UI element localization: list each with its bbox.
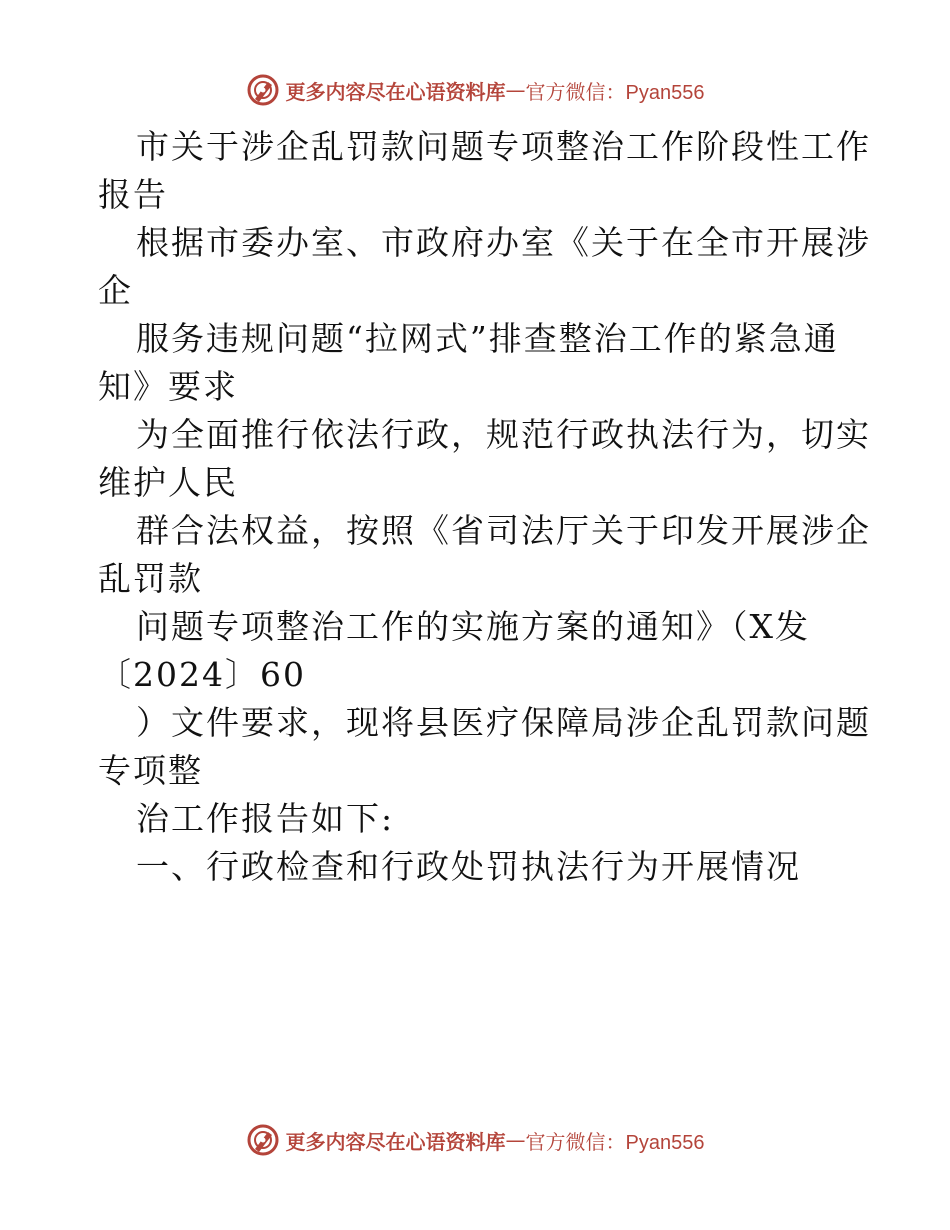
paragraph-line: 为全面推行依法行政，规范行政执法行为，切实 (136, 415, 871, 454)
doc-title-line-2: 报告 (98, 175, 168, 214)
paragraph-line: ）文件要求，现将县医疗保障局涉企乱罚款问题 (136, 703, 871, 742)
paragraph-line: 问题专项整治工作的实施方案的通知》（X发 (136, 607, 810, 646)
seal-logo-icon (246, 1123, 280, 1157)
banner-separator: — (505, 1128, 526, 1152)
section-heading: 一、行政检查和行政处罚执法行为开展情况 (136, 847, 801, 886)
seal-logo-icon (246, 73, 280, 107)
paragraph-line: 根据市委办室、市政府办室《关于在全市开展涉 (136, 223, 871, 262)
document-body (98, 123, 871, 891)
doc-title-line-1: 市关于涉企乱罚款问题专项整治工作阶段性工作 (136, 127, 871, 166)
paragraph-line: 专项整 (98, 751, 203, 790)
paragraph-line: 治工作报告如下: (136, 799, 395, 838)
paragraph-line: 群合法权益，按照《省司法厅关于印发开展涉企 (136, 511, 871, 550)
paragraph-line: 服务违规问题“拉网式”排查整治工作的紧急通 (136, 319, 839, 358)
paragraph-line: 乱罚款 (98, 559, 203, 598)
paragraph-line: 企 (98, 271, 133, 310)
paragraph-line: 维护人民 (98, 463, 238, 502)
banner-account: 官方微信：Pyan556 (525, 1131, 705, 1154)
banner-separator: — (505, 78, 526, 102)
banner-title: 更多内容尽在心语资料库 (285, 79, 506, 104)
banner-account: 官方微信：Pyan556 (525, 81, 705, 104)
header-banner (0, 70, 950, 110)
paragraph-line: 〔2024〕60 (98, 655, 306, 694)
banner-title: 更多内容尽在心语资料库 (285, 1129, 506, 1154)
paragraph-line: 知》要求 (98, 367, 238, 406)
footer-banner (0, 1120, 950, 1160)
